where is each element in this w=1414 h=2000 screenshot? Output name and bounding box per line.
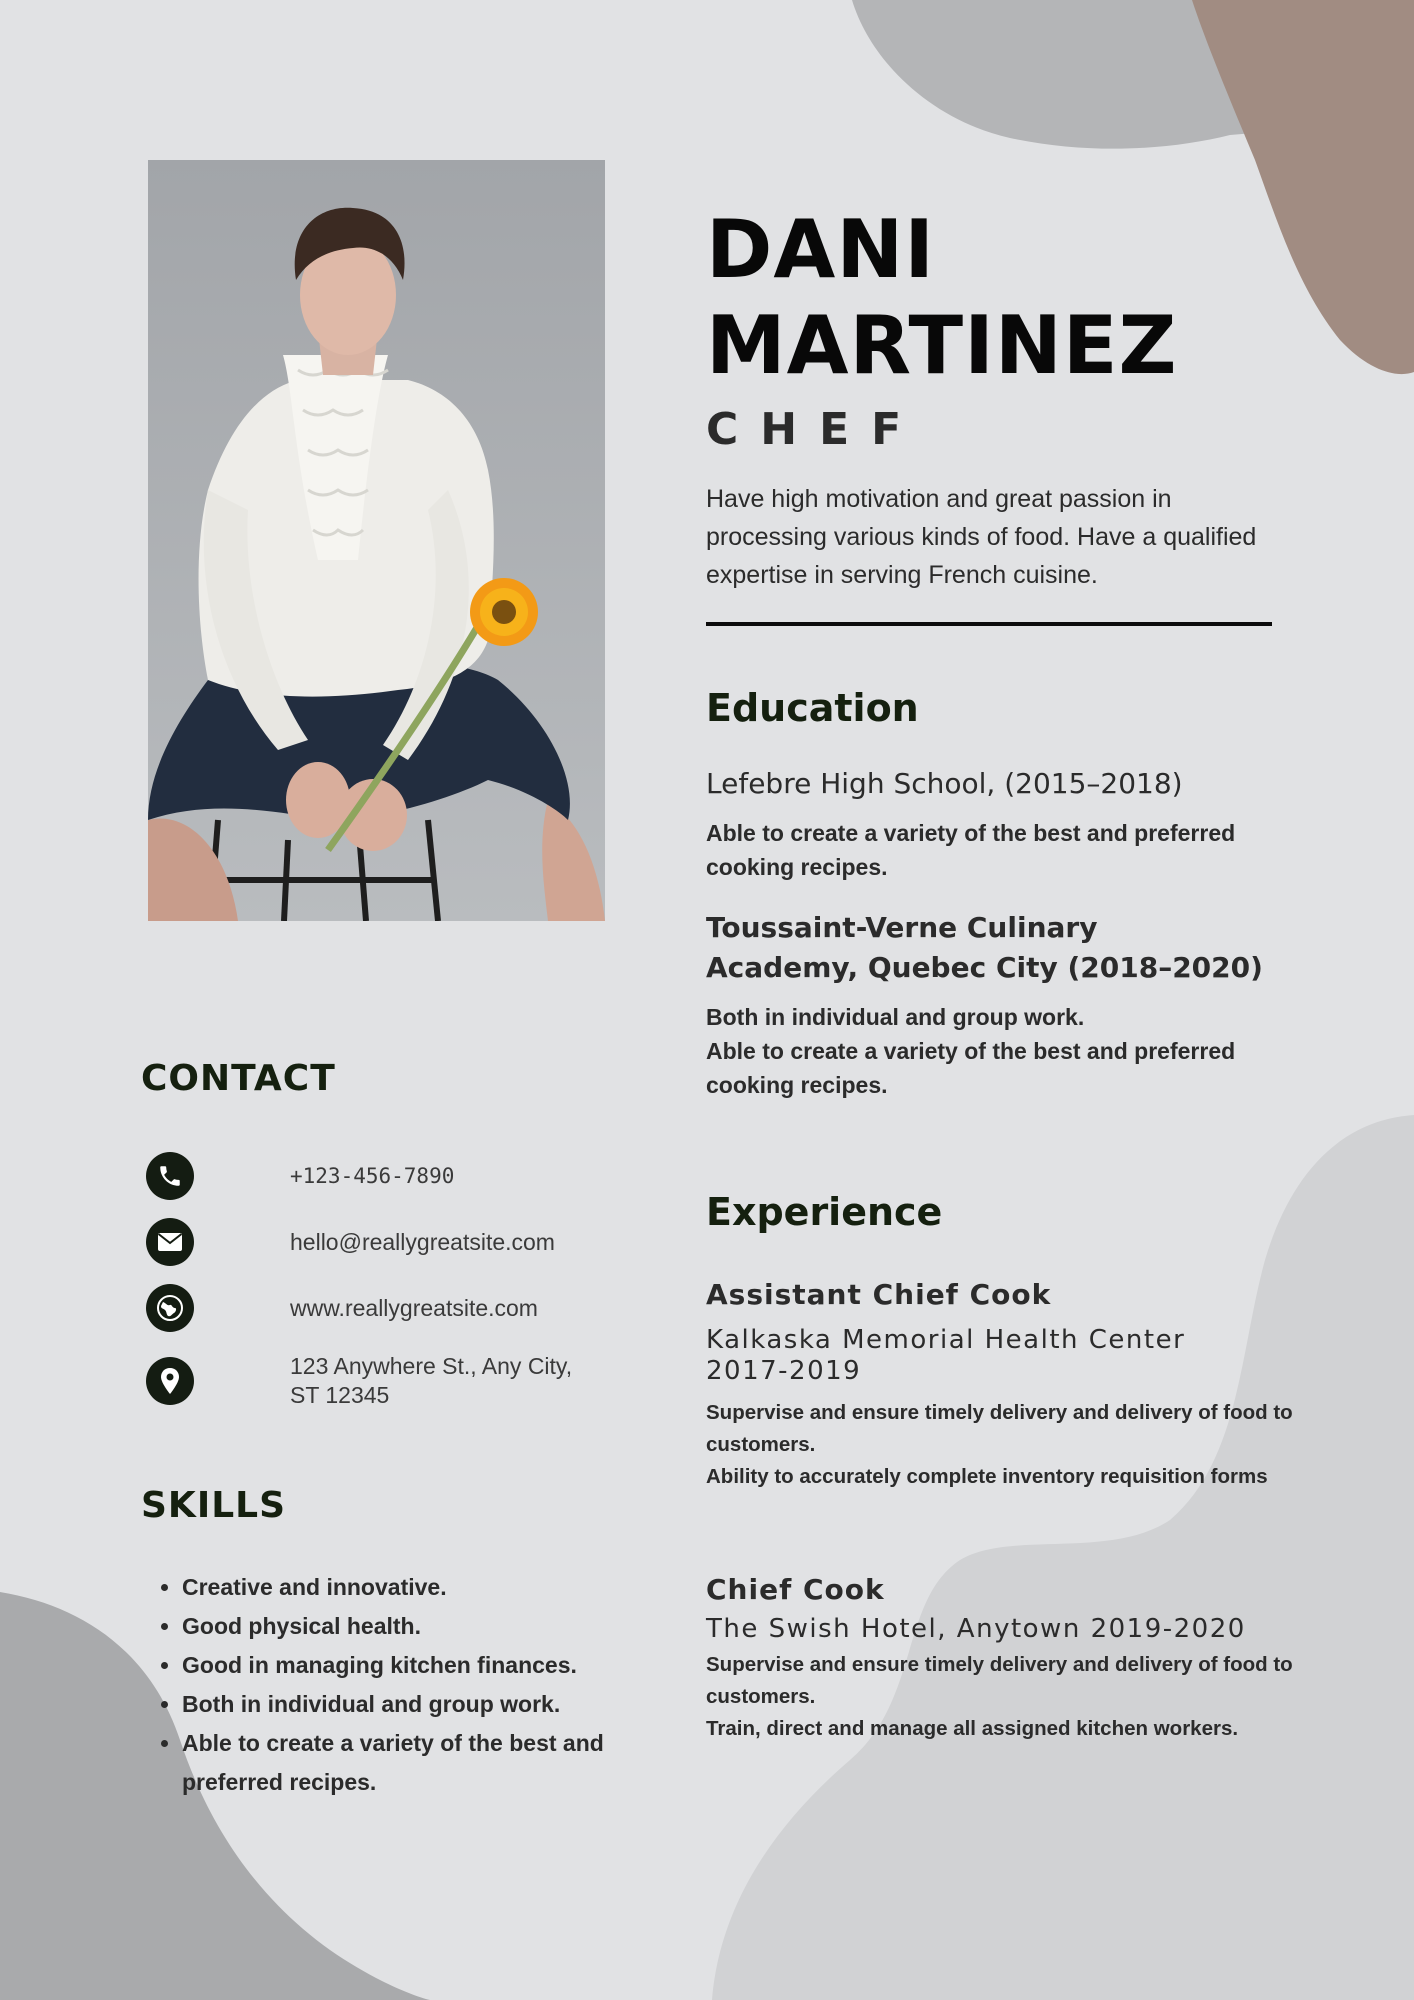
email-address[interactable]: hello@reallygreatsite.com: [290, 1228, 555, 1255]
experience-description: Supervise and ensure timely delivery and delivery of food to customers.: [706, 1401, 1293, 1456]
experience-item: [706, 1573, 1306, 1745]
contact-address: [146, 1352, 572, 1410]
section-divider: [706, 622, 1272, 626]
location-pin-icon: [146, 1357, 194, 1405]
education-school-line: Academy, Quebec City (2018–2020): [706, 951, 1263, 984]
portrait-photo: [148, 160, 605, 921]
skill-item: • Able to create a variety of the best and preferred recipes.: [182, 1724, 682, 1802]
last-name: MARTINEZ: [706, 299, 1178, 392]
experience-role: Chief Cook: [706, 1573, 885, 1606]
skill-item: • Both in individual and group work.: [182, 1685, 682, 1724]
education-item: [706, 764, 1306, 884]
phone-number[interactable]: +123-456-7890: [290, 1163, 455, 1188]
education-item: [706, 908, 1306, 1102]
experience-description: Ability to accurately complete inventory requisition forms: [706, 1465, 1268, 1488]
globe-icon: [146, 1284, 194, 1332]
address-line: ST 12345: [290, 1382, 390, 1408]
website-url[interactable]: www.reallygreatsite.com: [290, 1294, 538, 1321]
education-description: Able to create a variety of the best and preferred cooking recipes.: [706, 820, 1236, 880]
profile-summary: Have high motivation and great passion in processing various kinds of food. Have a qualified expertise in serving French cuisine.: [706, 485, 1257, 589]
phone-icon: [146, 1152, 194, 1200]
first-name: DANI: [706, 203, 936, 296]
experience-organization: The Swish Hotel, Anytown 2019-2020: [706, 1614, 1246, 1644]
skill-item: • Good physical health.: [182, 1607, 682, 1646]
bottom-right-grey-blob: [712, 1115, 1414, 2000]
education-heading: Education: [706, 686, 919, 730]
experience-heading: Experience: [706, 1190, 943, 1234]
experience-period: 2017-2019: [706, 1356, 862, 1386]
education-description: Able to create a variety of the best and preferred cooking recipes.: [706, 1038, 1236, 1098]
contact-heading: CONTACT: [141, 1058, 336, 1099]
full-name: [706, 202, 1177, 394]
education-description: Both in individual and group work.: [706, 1004, 1085, 1030]
skill-item: • Good in managing kitchen finances.: [182, 1646, 682, 1685]
contact-website: [146, 1284, 538, 1332]
skills-heading: SKILLS: [141, 1485, 287, 1526]
experience-description: Supervise and ensure timely delivery and delivery of food to customers.: [706, 1653, 1293, 1708]
top-brown-blob: [1192, 0, 1414, 374]
address: [290, 1352, 572, 1410]
contact-phone: [146, 1152, 454, 1200]
address-line: 123 Anywhere St., Any City,: [290, 1353, 573, 1379]
job-title: CHEF: [706, 404, 924, 455]
experience-role: Assistant Chief Cook: [706, 1278, 1052, 1311]
experience-item: [706, 1278, 1306, 1493]
contact-email: [146, 1218, 555, 1266]
experience-description: Train, direct and manage all assigned kitchen workers.: [706, 1717, 1239, 1740]
skills-list: [150, 1568, 682, 1802]
mail-icon: [146, 1218, 194, 1266]
skill-item: • Creative and innovative.: [182, 1568, 682, 1607]
education-school-line: Toussaint-Verne Culinary: [706, 911, 1098, 944]
education-school: Lefebre High School, (2015–2018): [706, 767, 1183, 800]
experience-organization: Kalkaska Memorial Health Center: [706, 1325, 1186, 1355]
